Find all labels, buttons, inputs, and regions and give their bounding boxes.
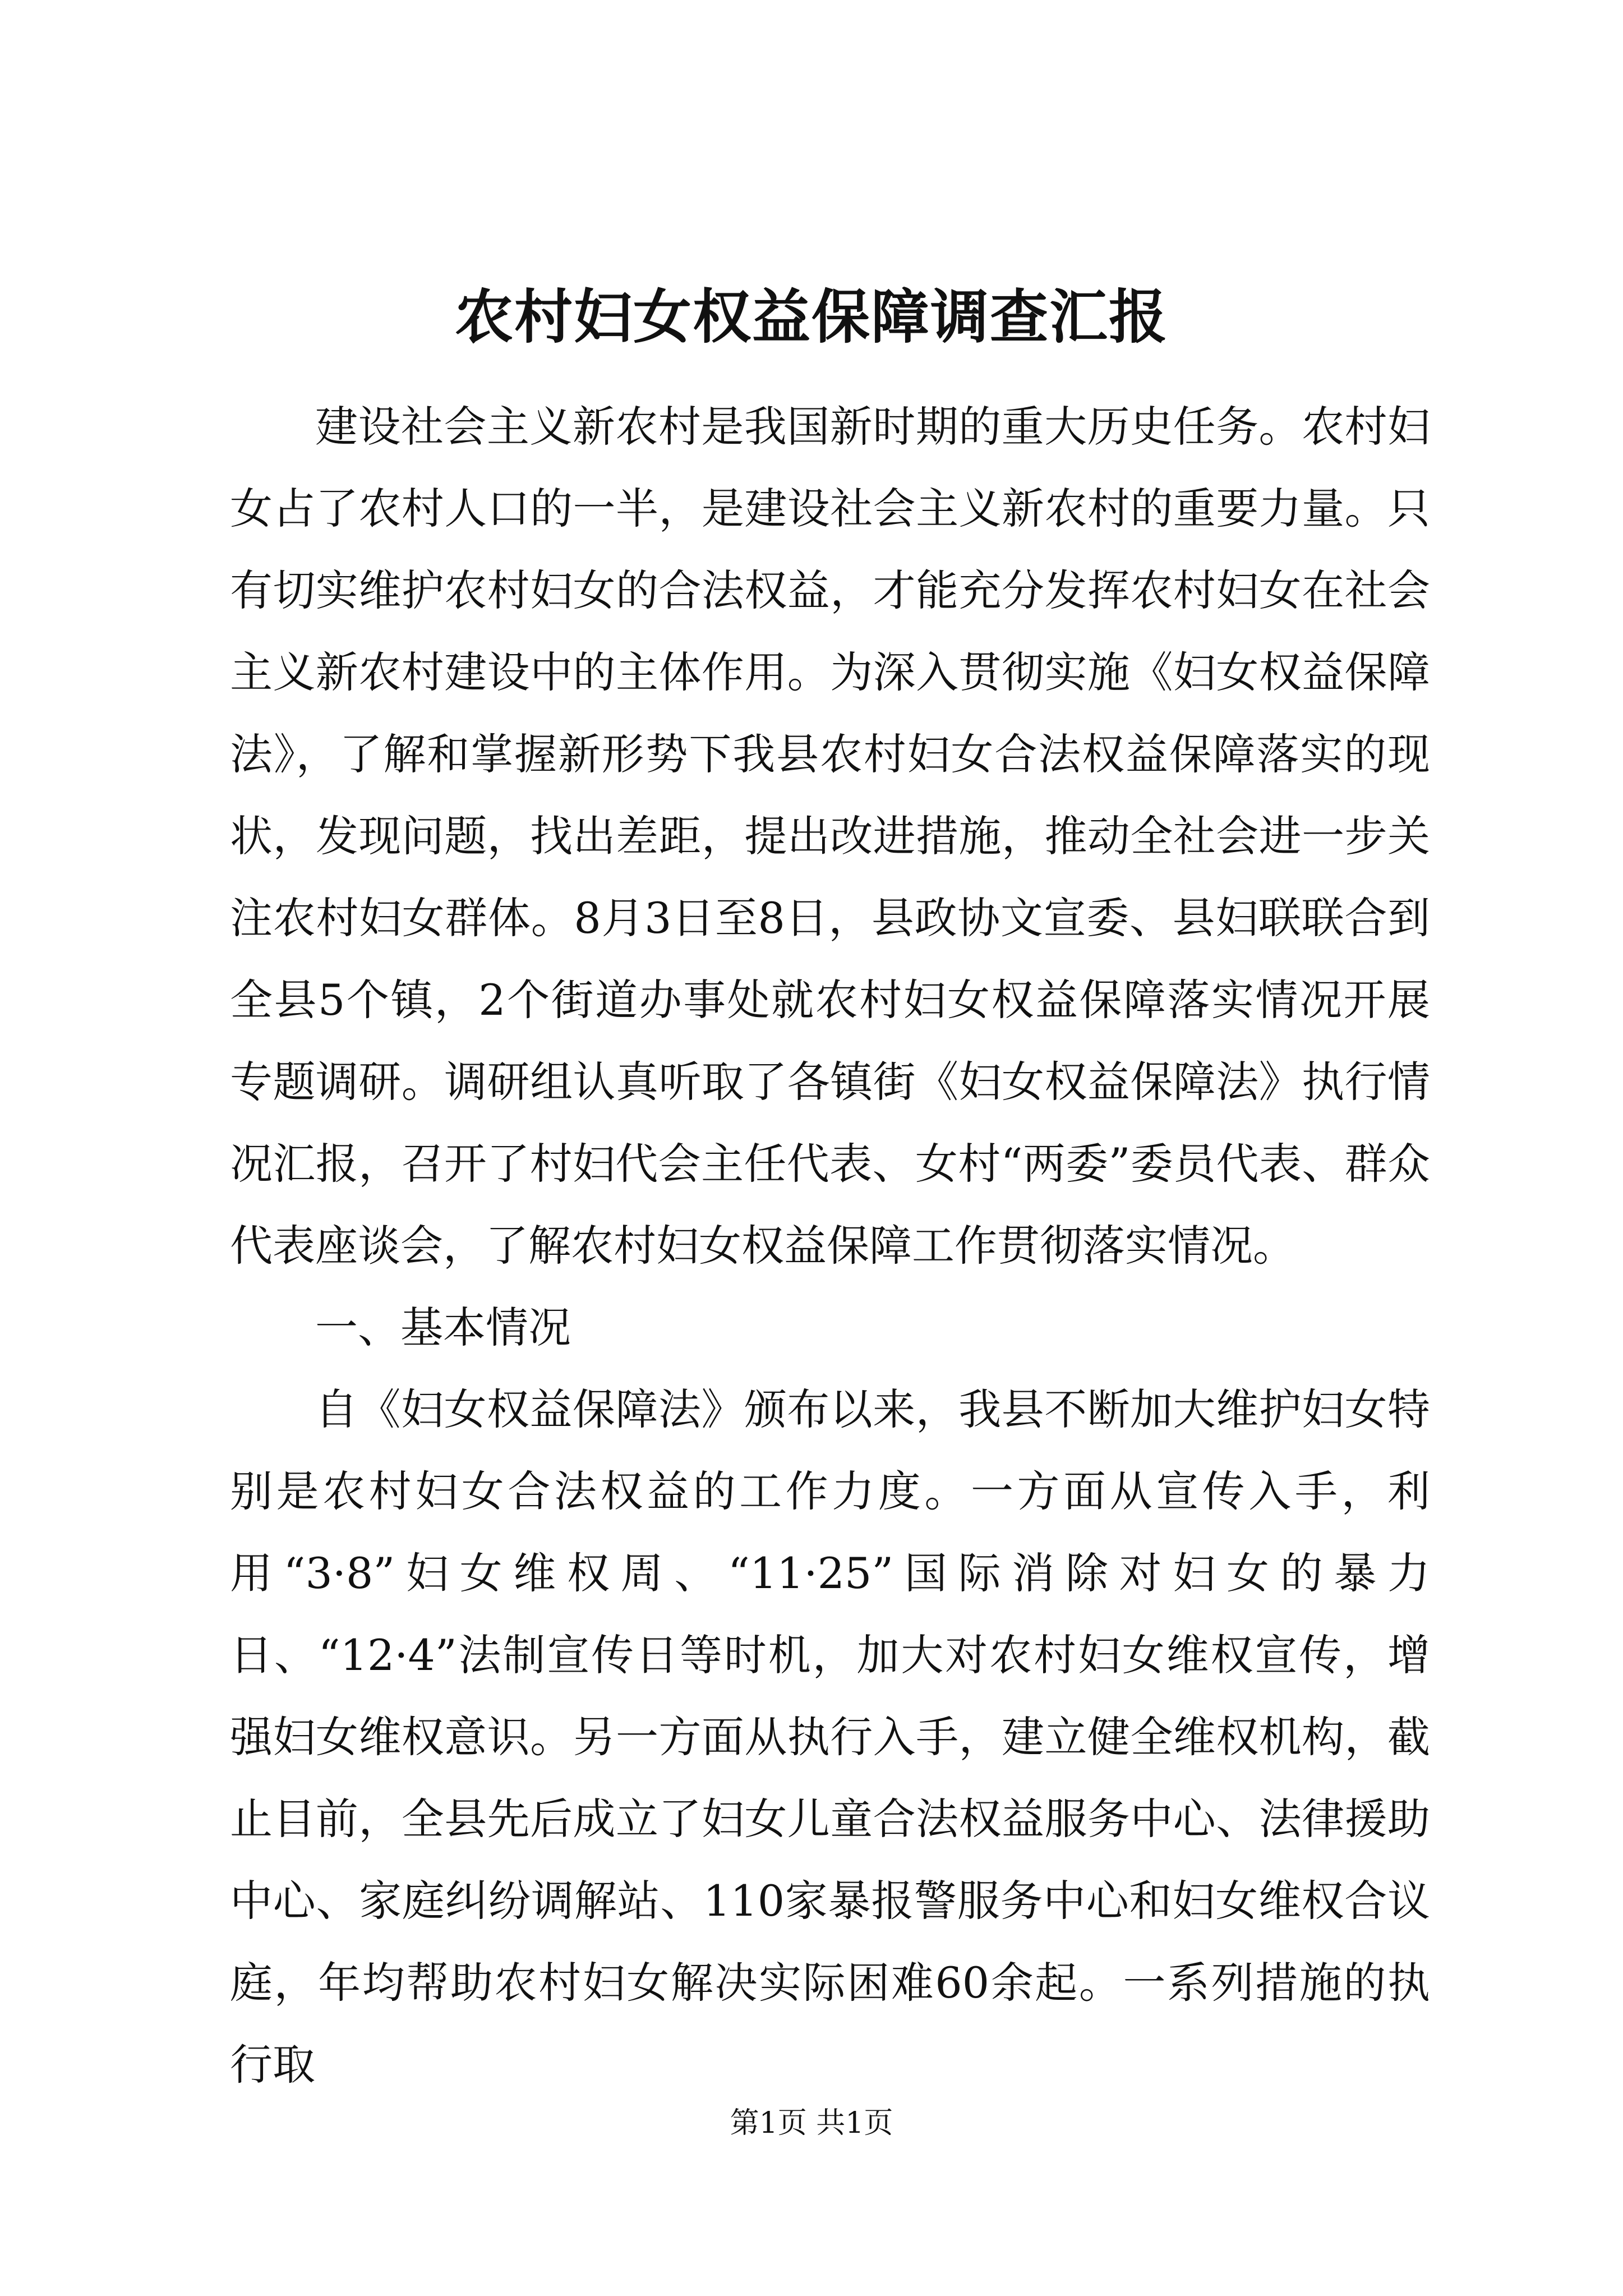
page-number-footer: 第1页 共1页 xyxy=(730,2106,893,2140)
document-body xyxy=(230,386,1430,2106)
paragraph-basic-situation: 自《妇女权益保障法》颁布以来，我县不断加大维护妇女特别是农村妇女合法权益的工作力度。一方面从宣传入手，利用“3·8”妇女维权周、“11·25”国际消除对妇女的暴力日、“12·4”法制宣传日等时机，加大对农村妇女维权宣传，增强妇女维权意识。另一方面从执行入手，建立健全维权机构，截止目前，全县先后成立了妇女儿童合法权益服务中心、法律援助中心、家庭纠纷调解站、110家暴报警服务中心和妇女维权合议庭，年均帮助农村妇女解决实际困难60余起。一系列措施的执行取 xyxy=(230,1384,1430,2090)
section-heading-basic-situation: 一、基本情况 xyxy=(315,1303,571,1352)
paragraph-intro: 建设社会主义新农村是我国新时期的重大历史任务。农村妇女占了农村人口的一半，是建设社会主义新农村的重要力量。只有切实维护农村妇女的合法权益，才能充分发挥农村妇女在社会主义新农村建设中的主体作用。为深入贯彻实施《妇女权益保障法》，了解和掌握新形势下我县农村妇女合法权益保障落实的现状，发现问题，找出差距，提出改进措施，推动全社会进一步关注农村妇女群体。8月3日至8日，县政协文宣委、县妇联联合到全县5个镇，2个街道办事处就农村妇女权益保障落实情况开展专题调研。调研组认真听取了各镇街《妇女权益保障法》执行情况汇报，召开了村妇代会主任代表、女村“两委”委员代表、群众代表座谈会，了解农村妇女权益保障工作贯彻落实情况。 xyxy=(230,402,1430,1271)
document-title: 农村妇女权益保障调查汇报 xyxy=(454,282,1168,351)
